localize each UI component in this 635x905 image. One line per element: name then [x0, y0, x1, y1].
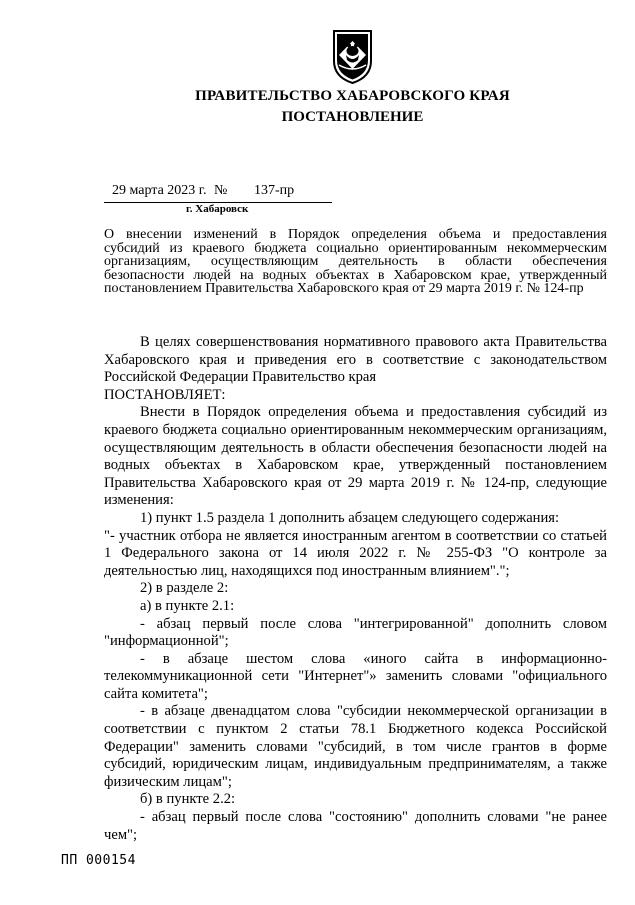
item-2b-1: - абзац первый после слова "состоянию" дополнить словами "не ранее чем";	[104, 809, 607, 843]
item-2a-1: - абзац первый после слова "интегрированной" дополнить словом "информационной";	[104, 615, 607, 650]
item-2: 2) в разделе 2:	[140, 580, 229, 597]
item-1-quote: "- участник отбора не является иностранным агентом в соответствии со статьей 1 Федерального закона от 14 июля 2022 г. № 255-ФЗ "О контроле за деятельностью лиц, находящихся под иностранным влиянием".";	[104, 527, 607, 579]
subject-line: О внесении изменений в Порядок определения объема и предоставления	[104, 227, 607, 242]
subject-line: субсидий из краевого бюджета социально ориентированным некоммерческим	[104, 240, 607, 256]
item-2a: а) в пункте 2.1:	[140, 597, 235, 614]
document-body	[104, 334, 607, 844]
item-2a-2: - в абзаце шестом слова «иного сайта в информационно-телекоммуникационной сети "Интернет"» заменить словами "официального сайта комитета";	[104, 650, 607, 702]
item-2b: б) в пункте 2.2:	[140, 791, 236, 808]
date-number-line	[104, 183, 332, 203]
subject-line: постановлением Правительства Хабаровского края от 29 марта 2019 г. № 124-пр	[104, 281, 584, 296]
document-number: 137-пр	[254, 183, 295, 198]
item-1: 1) пункт 1.5 раздела 1 дополнить абзацем следующего содержания:	[140, 509, 560, 526]
coat-of-arms-emblem	[331, 29, 374, 84]
city: г. Хабаровск	[186, 203, 249, 215]
decree-word: ПОСТАНОВЛЯЕТ:	[104, 386, 226, 403]
number-sign: №	[214, 183, 228, 198]
document-type: ПОСТАНОВЛЕНИЕ	[281, 109, 424, 125]
document-date: 29 марта 2023 г.	[112, 183, 207, 198]
intro-paragraph: Внести в Порядок определения объема и предоставления субсидий из краевого бюджета социально ориентированным некоммерческим организациям, осуществляющим деятельность в области обеспечения безопасности людей на водных объектах в Хабаровском крае, утвержденный постановлением Правительства Хабаровского края от 29 марта 2019 г. № 124-пр, следующие изменения:	[104, 404, 607, 509]
government-title: ПРАВИТЕЛЬСТВО ХАБАРОВСКОГО КРАЯ	[195, 88, 510, 104]
item-2a-3: - в абзаце двенадцатом слова "субсидии некоммерческой организации в соответствии с пунктом 2 статьи 78.1 Бюджетного кодекса Российской Федерации" заменить словами "субсидий, в том числе грантов в форме субсидий, юридическим лицам, индивидуальным предпринимателям, а также физическим лицам";	[104, 703, 607, 790]
subject-line: организациям, осуществляющим деятельность в области обеспечения	[104, 254, 607, 269]
subject-line: безопасности людей на водных объектах в Хабаровском крае, утвержденный	[104, 267, 607, 283]
form-code: ПП 000154	[61, 853, 136, 868]
preamble-paragraph: В целях совершенствования нормативного правового акта Правительства Хабаровского края и приведения его в соответствие с законодательством Российской Федерации Правительство края	[104, 334, 607, 386]
document-subject	[104, 228, 607, 296]
